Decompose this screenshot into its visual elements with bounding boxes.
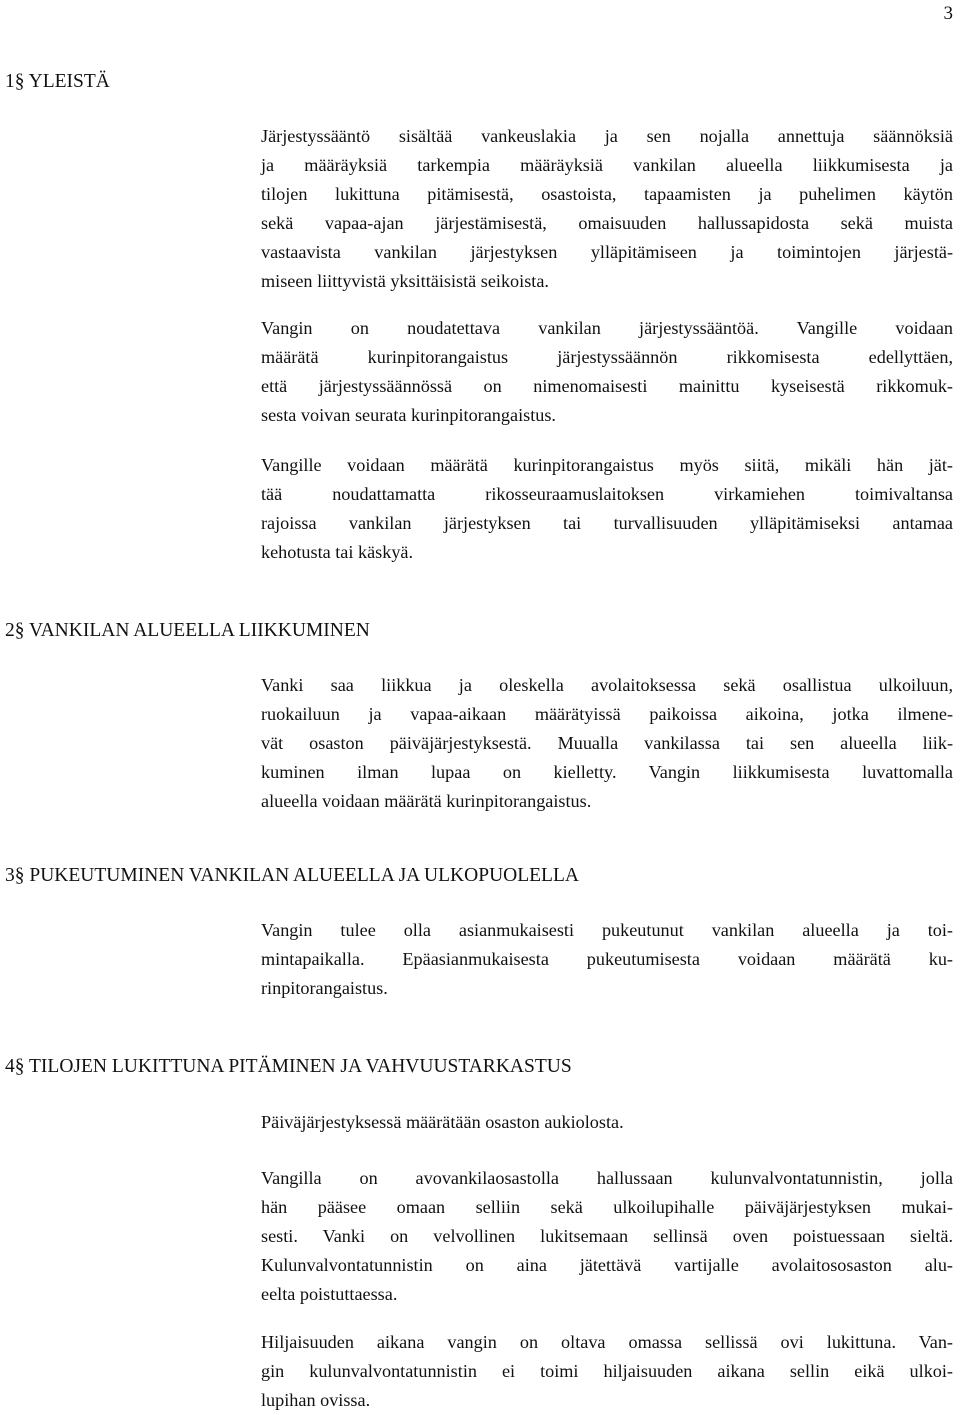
- section-1-paragraph-3: [261, 451, 953, 567]
- text-line: sesta voivan seurata kurinpitorangaistus.: [261, 405, 556, 425]
- text-line: miseen liittyvistä yksittäisistä seikoista.: [261, 271, 549, 291]
- section-1-paragraph-1: [261, 122, 953, 296]
- text-line: vastaavista vankilan järjestyksen ylläpitämiseen ja toimintojen järjestä-: [261, 242, 953, 262]
- text-line: Kulunvalvontatunnistin on aina jätettävä vartijalle avolaitososaston alu-: [261, 1255, 953, 1275]
- text-line: hän pääsee omaan selliin sekä ulkoilupihalle päiväjärjestyksen mukai-: [261, 1197, 953, 1217]
- section-2-heading: 2§ VANKILAN ALUEELLA LIIKKUMINEN: [5, 620, 370, 641]
- text-line: kuminen ilman lupaa on kielletty. Vangin liikkumisesta luvattomalla: [261, 762, 953, 782]
- text-line: Vangin on noudatettava vankilan järjestyssääntöä. Vangille voidaan: [261, 318, 953, 338]
- text-line: Järjestyssääntö sisältää vankeuslakia ja sen nojalla annettuja säännöksiä: [261, 126, 953, 146]
- text-line: ruokailuun ja vapaa-aikaan määrätyissä paikoissa aikoina, jotka ilmene-: [261, 704, 953, 724]
- section-1-heading: 1§ YLEISTÄ: [5, 71, 110, 92]
- text-line: tilojen lukittuna pitämisestä, osastoista, tapaamisten ja puhelimen käytön: [261, 184, 953, 204]
- section-2-paragraph-1: [261, 671, 953, 816]
- section-4-heading: 4§ TILOJEN LUKITTUNA PITÄMINEN JA VAHVUUSTARKASTUS: [5, 1056, 572, 1077]
- section-3-heading: 3§ PUKEUTUMINEN VANKILAN ALUEELLA JA ULKOPUOLELLA: [5, 865, 579, 886]
- section-3-paragraph-1: [261, 916, 953, 1003]
- text-line: ja määräyksiä tarkempia määräyksiä vankilan alueella liikkumisesta ja: [261, 155, 953, 175]
- text-line: määrätä kurinpitorangaistus järjestyssäännön rikkomisesta edellyttäen,: [261, 347, 953, 367]
- page-number: 3: [943, 3, 953, 24]
- section-4-paragraph-2: [261, 1164, 953, 1309]
- text-line: Vangin tulee olla asianmukaisesti pukeutunut vankilan alueella ja toi-: [261, 920, 953, 940]
- text-line: rajoissa vankilan järjestyksen tai turvallisuuden ylläpitämiseksi antamaa: [261, 513, 953, 533]
- text-line: Päiväjärjestyksessä määrätään osaston aukiolosta.: [261, 1112, 624, 1132]
- text-line: Vangille voidaan määrätä kurinpitorangaistus myös siitä, mikäli hän jät-: [261, 455, 953, 475]
- section-4-paragraph-1: [261, 1108, 624, 1137]
- text-line: sekä vapaa-ajan järjestämisestä, omaisuuden hallussapidosta sekä muista: [261, 213, 953, 233]
- text-line: Vanki saa liikkua ja oleskella avolaitoksessa sekä osallistua ulkoiluun,: [261, 675, 953, 695]
- text-line: vät osaston päiväjärjestyksestä. Muualla vankilassa tai sen alueella liik-: [261, 733, 953, 753]
- text-line: alueella voidaan määrätä kurinpitorangaistus.: [261, 791, 592, 811]
- text-line: kehotusta tai käskyä.: [261, 542, 414, 562]
- text-line: tää noudattamatta rikosseuraamuslaitoksen virkamiehen toimivaltansa: [261, 484, 953, 504]
- text-line: rinpitorangaistus.: [261, 978, 388, 998]
- text-line: gin kulunvalvontatunnistin ei toimi hiljaisuuden aikana sellin eikä ulkoi-: [261, 1361, 953, 1381]
- section-1-paragraph-2: [261, 314, 953, 430]
- text-line: että järjestyssäännössä on nimenomaisesti mainittu kyseisestä rikkomuk-: [261, 376, 953, 396]
- text-line: Hiljaisuuden aikana vangin on oltava omassa sellissä ovi lukittuna. Van-: [261, 1332, 953, 1352]
- section-4-paragraph-3: [261, 1328, 953, 1415]
- text-line: lupihan ovissa.: [261, 1390, 371, 1410]
- text-line: mintapaikalla. Epäasianmukaisesta pukeutumisesta voidaan määrätä ku-: [261, 949, 953, 969]
- text-line: Vangilla on avovankilaosastolla hallussaan kulunvalvontatunnistin, jolla: [261, 1168, 953, 1188]
- text-line: sesti. Vanki on velvollinen lukitsemaan sellinsä oven poistuessaan sieltä.: [261, 1226, 953, 1246]
- text-line: eelta poistuttaessa.: [261, 1284, 398, 1304]
